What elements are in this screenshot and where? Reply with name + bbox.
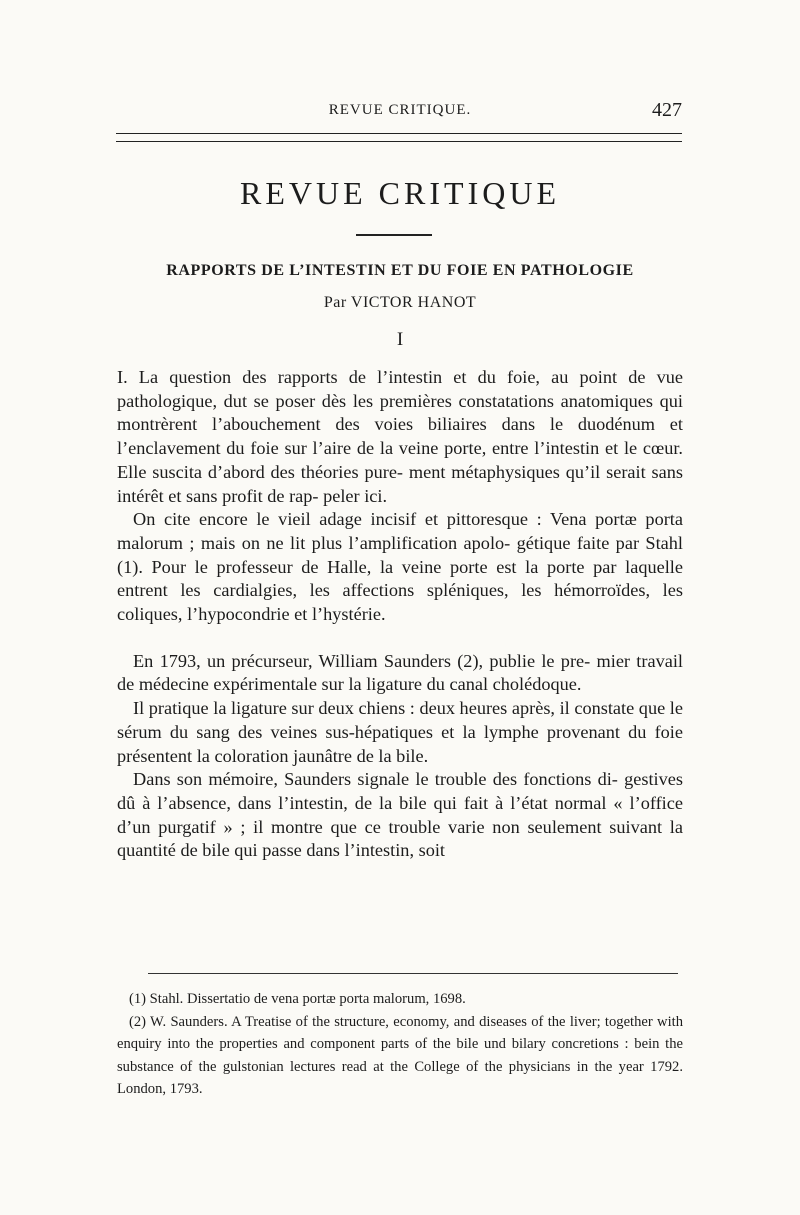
header-rule-thin [116, 141, 682, 142]
footnote-rule [148, 973, 678, 974]
footnote: (1) Stahl. Dissertatio de vena portæ porta malorum, 1698. [129, 991, 466, 1007]
paragraph: Dans son mémoire, Saunders signale le trouble des fonctions di- gestives dû à l’absence, dans l’intestin, de la bile qui fait à l’état normal « l’office d’un purgatif » ; il montre que ce trouble varie non seulement suivant la quantité de bile qui passe dans l’intestin, soit [117, 769, 683, 861]
paragraph: On cite encore le vieil adage incisif et pittoresque : Vena portæ porta malorum ; mais on ne lit plus l’amplification apolo- gétique faite par Stahl (1). Pour le professeur de Halle, la veine porte est la porte par laquelle entrent les cardialgies, les affections spléniques, les hémorroïdes, les coliques, l’hypocondrie et l’hystérie. [117, 509, 683, 625]
paragraph: Il pratique la ligature sur deux chiens : deux heures après, il constate que le sérum du sang des veines sus-hépatiques et la lymphe provenant du foie présentent la coloration jaunâtre de la bile. [117, 698, 683, 766]
footnotes [117, 988, 683, 1101]
running-head-title: REVUE CRITIQUE. [328, 102, 472, 118]
paragraph: En 1793, un précurseur, William Saunders (2), publie le pre- mier travail de médecine expérimentale sur la ligature du canal cholédoque. [117, 650, 683, 695]
footnote: (2) W. Saunders. A Treatise of the structure, economy, and diseases of the liver; together with enquiry into the properties and component parts of the bile und bilary concretions : bein the substance of the gulstonian lectures read at the College of the physicians in the year 1792. London, 1793. [117, 1013, 683, 1097]
section-number: I [396, 329, 404, 350]
running-head [0, 99, 800, 121]
page-number: 427 [652, 99, 682, 121]
header-rule [116, 133, 682, 134]
article-author: Par VICTOR HANOT [323, 294, 477, 311]
section-title: REVUE CRITIQUE [240, 175, 560, 211]
title-rule [356, 234, 432, 236]
paragraph: I. La question des rapports de l’intestin et du foie, au point de vue pathologique, dut se poser dès les premières constatations anatomiques qui montrèrent l’abouchement des voies biliaires dans le duodénum et l’enclavement du foie sur l’aire de la veine porte, entre l’intestin et le cœur. Elle suscita d’abord des théories pure- ment métaphysiques qu’il serait sans intérêt et sans profit de rap- peler ici. [117, 367, 683, 506]
article-title: RAPPORTS DE L’INTESTIN ET DU FOIE EN PATHOLOGIE [166, 262, 634, 279]
body-text [117, 366, 683, 863]
